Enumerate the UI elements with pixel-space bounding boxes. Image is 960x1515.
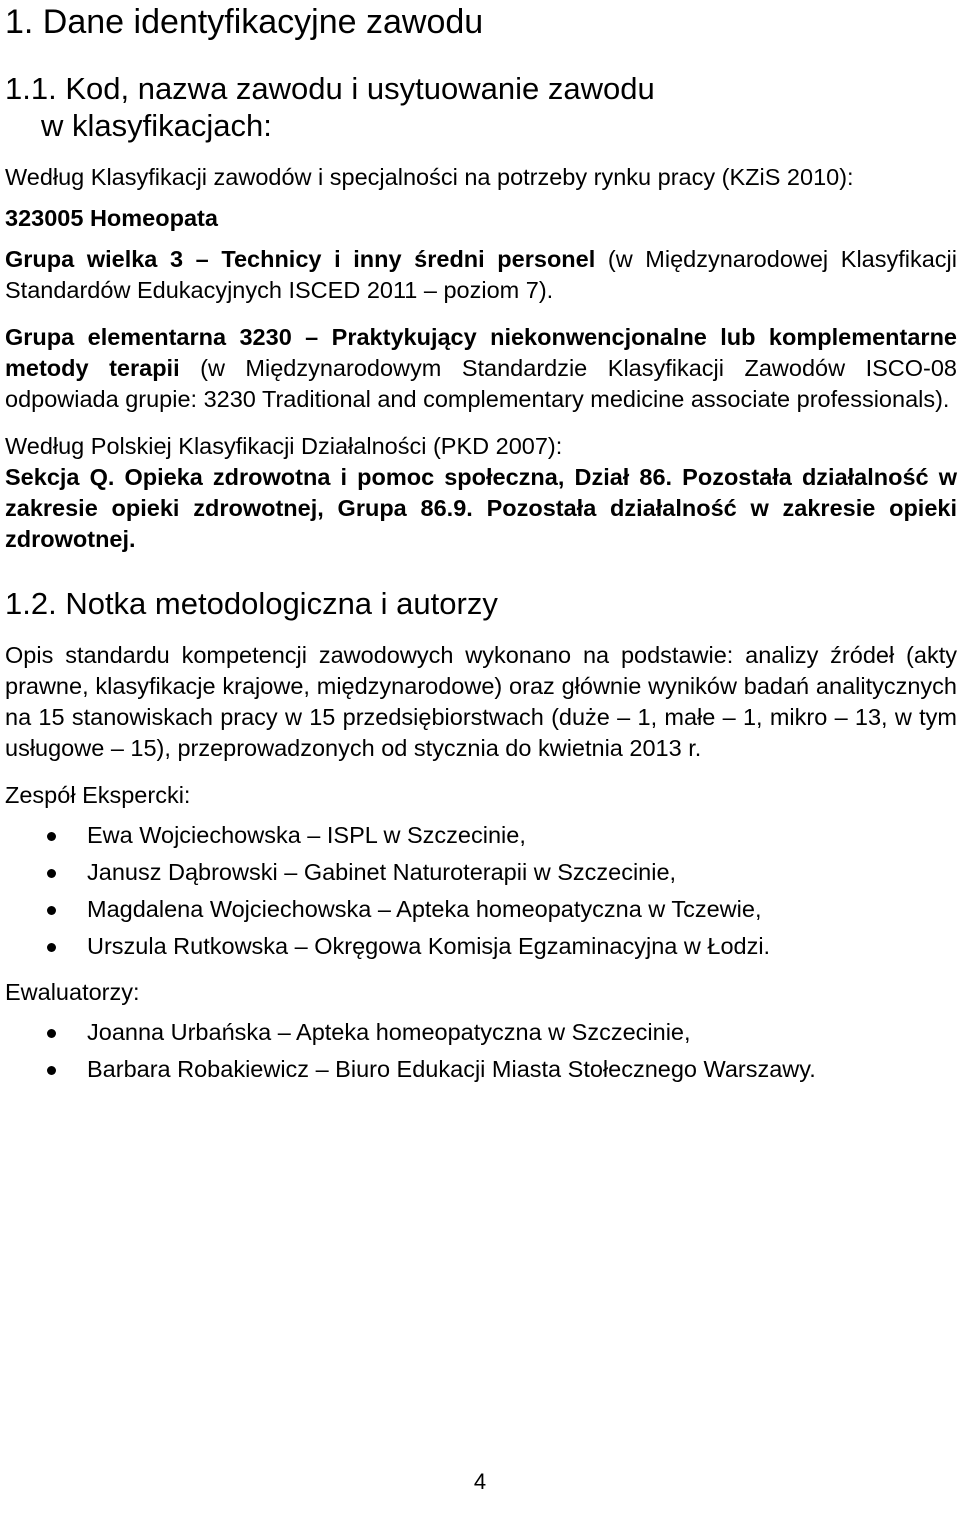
pkd-bold: Sekcja Q. Opieka zdrowotna i pomoc społeczna, Dział 86. Pozostała działalność w zakresie opieki zdrowotnej, Grupa 86.9. Pozostała działalność w zakresie opieki zdrowotnej. <box>5 464 957 552</box>
evaluators-label: Ewaluatorzy: <box>5 979 140 1005</box>
group-unit-bold: Grupa elementarna 3230 – Praktykujący niekonwencjonalne lub komplementarne metody terapii <box>5 324 957 381</box>
subsection-title-line-1: 1.1. Kod, nazwa zawodu i usytuowanie zawodu <box>5 71 655 106</box>
page-number: 4 <box>473 1469 487 1494</box>
group-major-bold: Grupa wielka 3 – Technicy i inny średni personel <box>5 246 596 272</box>
occupation-code <box>5 203 957 234</box>
expert-name: Magdalena Wojciechowska – Apteka homeopatyczna w Tczewie, <box>87 896 762 922</box>
bullet-icon <box>47 1029 56 1038</box>
bullet-icon <box>47 869 56 878</box>
list-item <box>5 893 957 926</box>
bullet-icon <box>47 943 56 952</box>
subsection-title-line-2: w klasyfikacjach: <box>41 108 272 143</box>
occupation-code-text: 323005 Homeopata <box>5 205 218 231</box>
methodology-description: Opis standardu kompetencji zawodowych wykonano na podstawie: analizy źródeł (akty prawne, klasyfikacje krajowe, międzynarodowe) oraz głównie wyników badań analitycznych na 15 stanowiskach pracy w 15 przedsiębiorstwach (duże – 1, małe – 1, mikro – 13, w tym usługowe – 15), przeprowadzonych od stycznia do kwietnia 2013 r. <box>5 642 957 761</box>
list-item <box>5 1016 957 1049</box>
list-item <box>5 819 957 852</box>
subsection-title-1-2: 1.2. Notka metodologiczna i autorzy <box>5 586 498 621</box>
experts-list <box>5 819 957 963</box>
pkd-classification <box>5 462 957 555</box>
evaluator-name: Barbara Robakiewicz – Biuro Edukacji Miasta Stołecznego Warszawy. <box>87 1056 816 1082</box>
evaluator-name: Joanna Urbańska – Apteka homeopatyczna w Szczecinie, <box>87 1019 691 1045</box>
kzis-intro: Według Klasyfikacji zawodów i specjalności na potrzeby rynku pracy (KZiS 2010): <box>5 164 854 190</box>
bullet-icon <box>47 906 56 915</box>
group-unit-paragraph <box>5 322 957 415</box>
bullet-icon <box>47 1066 56 1075</box>
bullet-icon <box>47 832 56 841</box>
expert-name: Janusz Dąbrowski – Gabinet Naturoterapii w Szczecinie, <box>87 859 677 885</box>
evaluators-list <box>5 1016 957 1086</box>
group-unit-rest: (w Międzynarodowym Standardzie Klasyfikacji Zawodów ISCO-08 odpowiada grupie: 3230 Traditional and complementary medicine associate professionals). <box>5 355 958 412</box>
document-page <box>5 0 957 1090</box>
pkd-intro: Według Polskiej Klasyfikacji Działalności (PKD 2007): <box>5 433 563 459</box>
list-item <box>5 856 957 889</box>
expert-name: Urszula Rutkowska – Okręgowa Komisja Egzaminacyjna w Łodzi. <box>87 933 771 959</box>
experts-label: Zespół Ekspercki: <box>5 782 191 808</box>
section-title: 1. Dane identyfikacyjne zawodu <box>5 3 484 41</box>
expert-name: Ewa Wojciechowska – ISPL w Szczecinie, <box>87 822 526 848</box>
group-major-paragraph <box>5 244 957 306</box>
group-major-rest: (w Międzynarodowej Klasyfikacji Standardów Edukacyjnych ISCED 2011 – poziom 7). <box>5 246 957 303</box>
list-item <box>5 930 957 963</box>
subsection-title-1-1 <box>5 70 957 144</box>
list-item <box>5 1053 957 1086</box>
